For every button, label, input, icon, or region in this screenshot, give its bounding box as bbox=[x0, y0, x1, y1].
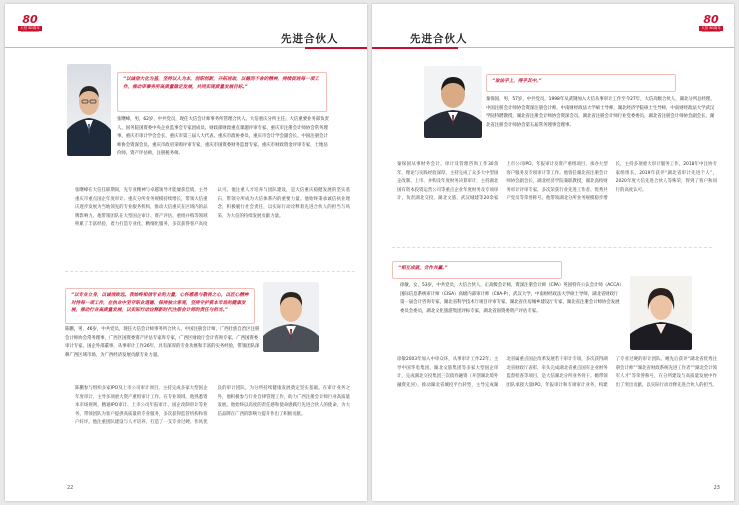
profile-quote: “以诚信大化为基，坚持以人为本，创职创新，开拓进取，以德而不舍的精神，持续促进每一项工作，推动审事务所高质量稳定发展，共同实现质量发展目标。” bbox=[117, 72, 327, 112]
profile-body: 张曙峰在大信任职期间，先专业精神与卓越领导才能屡获佳绩，主导重庆市重点国企年度审计、重庆分所业务规模持续增长，带领大信重庆逐步发展为当地领先的专业服务机构，推动大信重庆在区域内的品牌影响力。他带领团队在大型国企审计、资产评估、重组并购等领域积累了丰富经验，着力打造专业化、精细化服务，多次获得客户高度认可。他注重人才培养与团队建设，是大信重庆稳健发展的坚实基石，带领分所成为大信体系内的重要力量。他始终秉承诚信执业理念，积极履行社会责任，以实际行动诠释着先进合伙人的担当与风采，为大信的持续发展贡献力量。 bbox=[75, 188, 350, 227]
portrait-photo-4 bbox=[630, 276, 692, 350]
profile-body-2: 陈鹏参与组织多家IPO及上市公司审计项目，主持完成多家大型国企年度审计，主导多项重大资产重组审计工作。在专业领域，他熟悉资本市场规则，精通IPO审计、上市公司年报审计、国企改制审计等业务，带领团队为客户提供高质量的专业服务，多次获得监管机构和客户好评。他注重团队建设与人才培养，打造了一支专业过硬、作风优良的审计团队，为分所持续健康发展奠定坚实基础。在审计业务之外，他积极参与行业自律管理工作，助力广西注册会计师行业高质量发展。他始终以高度的责任感和使命感践行先进合伙人的使命，为大信品牌在广西的影响力提升作出了积极贡献。 bbox=[75, 386, 350, 425]
logo-number: 80 bbox=[22, 13, 38, 26]
page-number-right: 23 bbox=[713, 485, 720, 491]
profile-bio-text: 张曙峰，男，62岁，中共党员，现任大信会计师事务所管理合伙人、大信重庆分所主任。大信重要业务部负责人、国务院国资委中央企业监事会专家团成员、财政部财政重点课题评审专家、重庆市注册会计师协会常务理事、重庆市审计学会会长、重庆市第三届人大代表、重庆市政协委员，重庆市会计学会副会长、中国注册会计师协会资深会员、重庆市政府采购评审专家，重庆市国资委财务监督专家，重庆市财政资金评审专家，土地估价师，资产评估师，注册税务师。 bbox=[117, 117, 329, 156]
profile-quote-3: “取法乎上，得乎其中。” bbox=[486, 74, 676, 92]
profile-bio-2 bbox=[65, 326, 260, 360]
profile-bio-text-4: 徐敏，女，53岁，中共党员，大信合伙人，正高级会计师，资深注册会计师（CPA）英国特许公认会计师（ACCA）国际信息系统审计师（CISA）高级内部审计师（CIIA-P），武汉大学、中南财经政法大学硕士导师，湖北省财政厅第一届会计咨询专家，湖北省科学技术厅项目评审专家，湖北省住房城乡建设厅专家，湖北省注册会计师协会发展委员会委员，湖北文化旅游集团评标专家，湖北省国资委资产评估专家。 bbox=[400, 283, 622, 314]
anniversary-logo bbox=[17, 14, 43, 36]
page-title: 先进合伙人 bbox=[281, 33, 339, 45]
header-rule bbox=[5, 47, 305, 48]
anniversary-logo-right bbox=[698, 14, 724, 36]
profile-body-4: 徐敏2003年加入中审众环，从事审计工作22年；主导中国华电集团、湖北文旅集团等多家大型国企审计，完成湖北交投集团三次债券融资（开创湖北境外融资先河），推动湖北省城投平台转型，主导完成湖北省属重点国企改革发展若干审计专项，多次获得湖北省财政厅表彰，牵头完成湖北省重点国有企业财务监督检查等项目，是大信湖北分所业务骨干。她带领团队承接大量IPO、年报审计和专项审计业务，构建了专业过硬的审计团队。她先后获评“湖北省优秀注册会计师”“湖北省财政系统先进工作者”“湖北会计领军人才”等荣誉称号，在分所建设与高质量发展中作出了突出贡献，以实际行动诠释先进合伙人的担当。 bbox=[397, 357, 717, 388]
logo-number-right: 80 bbox=[703, 13, 719, 26]
portrait-photo-2 bbox=[263, 282, 319, 352]
logo-caption: 大信 80周年 bbox=[18, 26, 42, 31]
profile-bio-text-2: 陈鹏，男，46岁，中共党员，现任大信会计师事务所合伙人、中国注册会计师，广西壮族自治区注册会计师协会常务理事，广西区国资委资产评估专家库专家，广西区财政厅会计咨询专家，广西国资委审计专家，国企外部董事，从事审计工作26年，具有深厚的专业功底和丰富的实务经验，带领团队深耕广西区域市场，为广西经济发展贡献专业力量。 bbox=[65, 327, 260, 358]
profile-bio bbox=[117, 116, 332, 159]
profile-quote-2: “以专业立身，以诚信致远。我始终相信专业的力量，心怀感恩与敬畏之心，以匠心精神对待每一项工作，在执业中坚守职业道德、保持独立客观，坚持守护资本市场的健康发展，推动行业高质量发展，以实际行动诠释新时代注册会计师的责任与担当。” bbox=[65, 288, 255, 324]
logo-ring-decoration-right bbox=[702, 31, 720, 35]
page-number: 22 bbox=[67, 485, 74, 491]
logo-caption-right: 大信 80周年 bbox=[699, 26, 723, 31]
profile-quote-4: “相互成就，合作共赢。” bbox=[392, 261, 562, 279]
right-page bbox=[372, 4, 734, 501]
page-title-right: 先进合伙人 bbox=[410, 33, 468, 45]
section-divider-right bbox=[392, 247, 712, 248]
header-accent-bar-right bbox=[372, 47, 458, 49]
left-page bbox=[5, 4, 367, 501]
header-accent-bar bbox=[305, 47, 367, 49]
profile-bio-4 bbox=[400, 282, 622, 316]
header-rule-right bbox=[458, 47, 734, 48]
profile-bio-3 bbox=[486, 96, 716, 130]
section-divider bbox=[65, 271, 355, 272]
profile-body-3: 秦保国从事财务会计、审计及管理咨询工作30余年，理论与实践经验深厚，主持完成了众多大中型国企改制、上市、并购及年度财务决算审计，主持湖北国有资本投资运营公司等重点企业年度财务及专项审计，负责湖北交投、湖北文旅、武汉城建等20余家上市公司IPO、年报审计及资产重组项目，承办大型客户服务及专项审计等工作。他曾任湖北省注册会计师协会副会长，湖北经济学院兼职教授，湖北高校财务审计评审专家，多次荣获行业先进工作者、优秀共产党员等荣誉称号。他带领湖北分所业务规模稳步增长，主持多项重大审计服务工作，2018年中注协专家组组长，2019年获评“湖北省审计先进个人”，2020年度大信先进合伙人等殊荣，得到了客户和同行的高度认可。 bbox=[397, 162, 717, 201]
portrait-photo bbox=[67, 64, 111, 156]
logo-ring-decoration bbox=[21, 31, 39, 35]
portrait-photo-3 bbox=[424, 66, 482, 138]
profile-bio-text-3: 秦保国，男，57岁，中共党员，1998年从武钢加入大信从事审计工作至今27年，大信高级合伙人，湖北分所总经理，中国注册会计师协会资深注册会计师，中南财经政法大学硕士导师，湖北经济学院硕士生导师，中南财经政法大学武汉学院特聘教授，湖北省注册会计师协会资深会员，湖北省注册会计师行业党委委员，湖北省注册会计师协会副会长，湖北省注册会计师协会第五届常务理事会理事。 bbox=[486, 97, 715, 128]
